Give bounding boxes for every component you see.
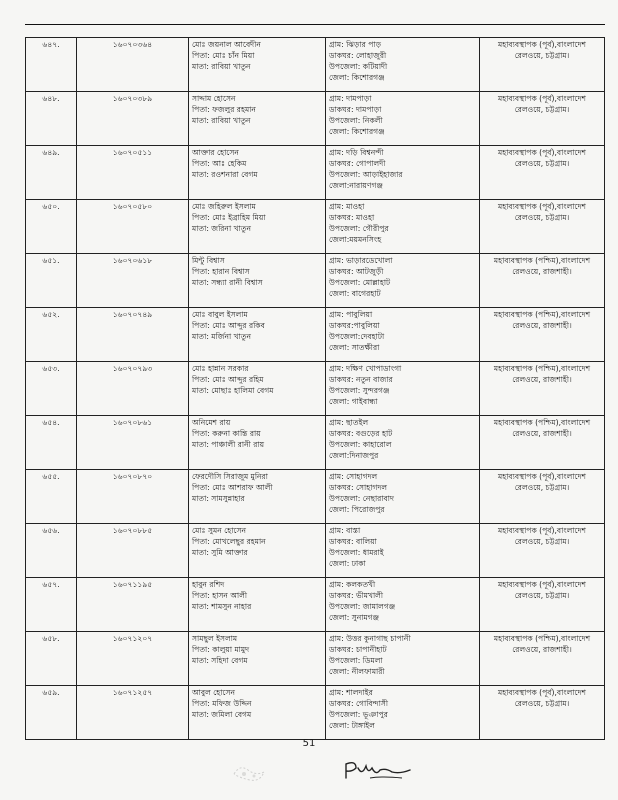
- address-line: ডাকঘর: নতুন বাজার: [329, 375, 393, 384]
- roll-number: ১৬০৭০৬১৮: [112, 256, 153, 265]
- posting-line: রেলওয়ে, রাজশাহী।: [512, 321, 572, 330]
- roll-number: ১৬০৭১২৫৭: [112, 688, 153, 697]
- address-line: উপজেলা: নিকলী: [329, 116, 383, 125]
- serial-cell: [26, 686, 77, 740]
- address-line: ডাকঘর: গোবিন্দাসী: [329, 699, 389, 708]
- address-line: জেলা: কিশোরগঞ্জ: [329, 127, 385, 136]
- posting-cell: [480, 362, 605, 416]
- serial-cell: [26, 200, 77, 254]
- mother-name: মাতা: রাবিয়া খাতুন: [192, 62, 251, 71]
- roll-number: ১৬০৭০৫১১: [112, 148, 153, 157]
- address-line: গ্রাম: বাস্তা: [329, 526, 361, 535]
- serial-number: ৬৫০.: [42, 202, 60, 211]
- address-line: জেলা: বাগেরহাট: [329, 289, 381, 298]
- address-line: জেলা:ময়মনসিংহ: [329, 235, 382, 244]
- father-name: পিতা: মোঃ চাঁন মিয়া: [192, 51, 255, 60]
- serial-number: ৬৫৫.: [42, 472, 60, 481]
- address-cell: [326, 524, 480, 578]
- candidate-name: মিন্টু বিশ্বাস: [192, 256, 225, 265]
- address-line: গ্রাম: সোহাগদল: [329, 472, 378, 481]
- posting-line: রেলওয়ে, রাজশাহী।: [512, 267, 572, 276]
- address-line: গ্রাম: উত্তর কুনাগাছ চাপানী: [329, 634, 411, 643]
- serial-number: ৬৪৮.: [42, 94, 60, 103]
- address-line: ডাকঘর:পাবুলিয়া: [329, 321, 380, 330]
- serial-number: ৬৫২.: [42, 310, 60, 319]
- name-cell: [189, 308, 326, 362]
- candidate-name: মোঃ জহিরুল ইসলাম: [192, 202, 256, 211]
- table-row: [26, 38, 605, 92]
- address-line: জেলা:নারায়ণগঞ্জ: [329, 181, 383, 190]
- table-row: [26, 254, 605, 308]
- posting-line: রেলওয়ে, চট্টগ্রাম।: [514, 591, 570, 600]
- roll-number: ১৬০৭১১৯৫: [112, 580, 153, 589]
- mother-name: মাতা: সুমি আক্তার: [192, 548, 248, 557]
- serial-number: ৬৪৯.: [42, 148, 60, 157]
- address-cell: [326, 92, 480, 146]
- table-row: [26, 416, 605, 470]
- posting-line: মহাব্যবস্থাপক (পূর্ব),বাংলাদেশ: [498, 580, 586, 589]
- address-line: গ্রাম: কলকতখী: [329, 580, 376, 589]
- serial-cell: [26, 38, 77, 92]
- roll-cell: [77, 254, 189, 308]
- mother-name: মাতা: সন্ধ্যা রানী বিশ্বাস: [192, 278, 263, 287]
- mother-name: মাতা: জরিনা খাতুন: [192, 224, 252, 233]
- address-line: উপজেলা: সুন্দরগঞ্জ: [329, 386, 390, 395]
- candidate-table: [25, 37, 605, 740]
- posting-cell: [480, 524, 605, 578]
- mother-name: মাতা: জমিলা বেগম: [192, 710, 252, 719]
- mother-name: মাতা: সহিদা বেগম: [192, 656, 248, 665]
- name-cell: [189, 146, 326, 200]
- serial-cell: [26, 362, 77, 416]
- name-cell: [189, 200, 326, 254]
- page-number: 51: [302, 738, 316, 749]
- roll-number: ১৬০৭০৩৬৪: [112, 40, 153, 49]
- address-line: জেলা: টাঙ্গাইল: [329, 721, 375, 730]
- posting-line: রেলওয়ে, রাজশাহী।: [512, 429, 572, 438]
- table-row: [26, 686, 605, 740]
- serial-number: ৬৫৩.: [42, 364, 60, 373]
- candidate-name: ফেরদৌসি সিরাজুম মুনিরা: [192, 472, 268, 481]
- table-row: [26, 470, 605, 524]
- name-cell: [189, 470, 326, 524]
- candidate-name: সাদ্দাম হোসেন: [192, 94, 236, 103]
- candidate-name: সামছুল ইসলাম: [192, 634, 238, 643]
- mother-name: মাতা: মোছাঃ হালিমা বেগম: [192, 386, 274, 395]
- serial-cell: [26, 146, 77, 200]
- father-name: পিতা: মোঃ আব্দুর রকিব: [192, 321, 265, 330]
- father-name: পিতা: হাসন আলী: [192, 591, 248, 600]
- roll-number: ১৬০৭০৭৯৩: [112, 364, 153, 373]
- name-cell: [189, 632, 326, 686]
- posting-line: রেলওয়ে, চট্টগ্রাম।: [514, 537, 570, 546]
- address-line: ডাকঘর: বগুড়ের হাট: [329, 429, 393, 438]
- posting-line: মহাব্যবস্থাপক (পূর্ব),বাংলাদেশ: [498, 40, 586, 49]
- table-row: [26, 146, 605, 200]
- address-line: উপজেলা: গৌরীপুর: [329, 224, 389, 233]
- posting-cell: [480, 632, 605, 686]
- table-row: [26, 308, 605, 362]
- father-name: পিতা: ফজলুর রহমান: [192, 105, 256, 114]
- roll-cell: [77, 470, 189, 524]
- posting-line: রেলওয়ে, রাজশাহী।: [512, 375, 572, 384]
- address-line: গ্রাম: পাবুলিয়া: [329, 310, 373, 319]
- address-line: ডাকঘর: ভীমখালী: [329, 591, 384, 600]
- candidate-name: মোঃ সুমন হোসেন: [192, 526, 247, 535]
- address-cell: [326, 416, 480, 470]
- mother-name: মাতা: রাবিয়া খাতুন: [192, 116, 251, 125]
- candidate-name: আক্তার হোসেন: [192, 148, 239, 157]
- posting-cell: [480, 416, 605, 470]
- address-line: জেলা: সাতক্ষীরা: [329, 343, 380, 352]
- roll-number: ১৬০৭০৮৬১: [112, 418, 153, 427]
- serial-cell: [26, 524, 77, 578]
- address-line: গ্রাম: মাওহা: [329, 202, 365, 211]
- address-line: উপজেলা: কটিয়াদী: [329, 62, 388, 71]
- father-name: পিতা: আঃ হেকিম: [192, 159, 247, 168]
- address-line: গ্রাম: ঝিড়ার পাড়: [329, 40, 381, 49]
- address-line: উপজেলা: মোল্লাহাট: [329, 278, 391, 287]
- address-line: জেলা: সুনামগঞ্জ: [329, 613, 380, 622]
- address-line: উপজেলা: ভূঞাপুর: [329, 710, 388, 719]
- father-name: পিতা: মোঃ আশরাফ আলী: [192, 483, 273, 492]
- posting-cell: [480, 308, 605, 362]
- posting-line: মহাব্যবস্থাপক (পূর্ব),বাংলাদেশ: [498, 94, 586, 103]
- roll-cell: [77, 200, 189, 254]
- address-cell: [326, 308, 480, 362]
- posting-line: রেলওয়ে, চট্টগ্রাম।: [514, 213, 570, 222]
- address-line: উপজেলা: জামালগঞ্জ: [329, 602, 396, 611]
- candidate-name: মোঃ জয়নাল আবেদীন: [192, 40, 261, 49]
- address-line: ডাকঘর: সোহাগদল: [329, 483, 388, 492]
- posting-line: রেলওয়ে, রাজশাহী।: [512, 645, 572, 654]
- name-cell: [189, 362, 326, 416]
- address-line: উপজেলা: ধামরাই: [329, 548, 384, 557]
- posting-cell: [480, 578, 605, 632]
- name-cell: [189, 524, 326, 578]
- serial-number: ৬৫৬.: [42, 526, 60, 535]
- address-line: জেলা: নীলফামারী: [329, 667, 385, 676]
- name-cell: [189, 92, 326, 146]
- posting-line: রেলওয়ে, চট্টগ্রাম।: [514, 483, 570, 492]
- posting-cell: [480, 200, 605, 254]
- serial-number: ৬৪৭.: [42, 40, 60, 49]
- posting-line: মহাব্যবস্থাপক (পশ্চিম),বাংলাদেশ: [493, 418, 591, 427]
- serial-cell: [26, 254, 77, 308]
- serial-cell: [26, 416, 77, 470]
- address-line: গ্রাম: দামপাড়া: [329, 94, 372, 103]
- address-line: গ্রাম: ছাতইল: [329, 418, 369, 427]
- roll-cell: [77, 92, 189, 146]
- name-cell: [189, 578, 326, 632]
- mother-name: মাতা: সামসুন্নাহার: [192, 494, 245, 503]
- table-row: [26, 578, 605, 632]
- address-cell: [326, 254, 480, 308]
- address-line: উপজেলা: আড়াইহাজার: [329, 170, 403, 179]
- posting-line: মহাব্যবস্থাপক (পশ্চিম),বাংলাদেশ: [493, 310, 591, 319]
- roll-number: ১৬০৭০৫৮০: [112, 202, 153, 211]
- name-cell: [189, 254, 326, 308]
- address-cell: [326, 146, 480, 200]
- address-line: ডাকঘর: লোহাজুরী: [329, 51, 387, 60]
- roll-number: ১৬০৭০৭৪৯: [112, 310, 153, 319]
- posting-line: রেলওয়ে, চট্টগ্রাম।: [514, 699, 570, 708]
- address-line: ডাকঘর: মাওহা: [329, 213, 375, 222]
- serial-number: ৬৫৯.: [42, 688, 60, 697]
- name-cell: [189, 38, 326, 92]
- address-line: গ্রাম: দড়ি বিশ্বনন্দী: [329, 148, 384, 157]
- serial-cell: [26, 92, 77, 146]
- mother-name: মাতা: রওশনারা বেগম: [192, 170, 258, 179]
- roll-cell: [77, 524, 189, 578]
- address-line: উপজেলা: ডিমলা: [329, 656, 383, 665]
- serial-number: ৬৫৮.: [42, 634, 60, 643]
- mother-name: মাতা: শামসুন নাহার: [192, 602, 252, 611]
- posting-line: রেলওয়ে, চট্টগ্রাম।: [514, 159, 570, 168]
- serial-number: ৬৫৭.: [42, 580, 60, 589]
- mother-name: মাতা: মর্জিনা খাতুন: [192, 332, 252, 341]
- posting-cell: [480, 38, 605, 92]
- address-line: জেলা:দিনাজপুর: [329, 451, 379, 460]
- stamp-smudge-image: [230, 760, 270, 788]
- father-name: পিতা: করুনা কান্তি রায়: [192, 429, 261, 438]
- father-name: পিতা: মোখলেছুর রহমান: [192, 537, 266, 546]
- roll-cell: [77, 686, 189, 740]
- address-line: ডাকঘর: আটজুড়ী: [329, 267, 384, 276]
- address-line: উপজেলা:দেবহাটা: [329, 332, 385, 341]
- father-name: পিতা: কালুয়া মামুদ: [192, 645, 250, 654]
- address-line: ডাকঘর: দামপাড়া: [329, 105, 382, 114]
- address-line: ডাকঘর: চাপানীহাট: [329, 645, 387, 654]
- table-row: [26, 200, 605, 254]
- posting-line: রেলওয়ে, চট্টগ্রাম।: [514, 51, 570, 60]
- address-line: ডাকঘর: গোপালদী: [329, 159, 386, 168]
- table-row: [26, 92, 605, 146]
- address-line: জেলা: গাইবান্ধা: [329, 397, 378, 406]
- roll-number: ১৬০৭১২০৭: [112, 634, 153, 643]
- candidate-name: অনিমেশ রায়: [192, 418, 231, 427]
- address-cell: [326, 38, 480, 92]
- candidate-table-body: [26, 38, 605, 740]
- address-line: ডাকঘর: বালিয়া: [329, 537, 377, 546]
- serial-cell: [26, 632, 77, 686]
- address-line: গ্রাম: দক্ষিণ খোপাডাংগা: [329, 364, 402, 373]
- address-cell: [326, 362, 480, 416]
- posting-cell: [480, 254, 605, 308]
- address-line: জেলা: পিরোজপুর: [329, 505, 385, 514]
- posting-cell: [480, 686, 605, 740]
- mother-name: মাতা: পাঞ্চালী রানী রায়: [192, 440, 265, 449]
- posting-line: মহাব্যবস্থাপক (পশ্চিম),বাংলাদেশ: [493, 256, 591, 265]
- address-line: গ্রাম: ভাড়ারডেখোলা: [329, 256, 393, 265]
- roll-number: ১৬০৭০৮৭০: [112, 472, 153, 481]
- address-cell: [326, 200, 480, 254]
- candidate-name: আবুল হোসেন: [192, 688, 236, 697]
- serial-number: ৬৫১.: [42, 256, 60, 265]
- address-line: গ্রাম: শালদাইর: [329, 688, 373, 697]
- posting-line: মহাব্যবস্থাপক (পশ্চিম),বাংলাদেশ: [493, 364, 591, 373]
- serial-cell: [26, 308, 77, 362]
- father-name: পিতা: মফিজ উদ্দিন: [192, 699, 252, 708]
- serial-cell: [26, 470, 77, 524]
- posting-line: মহাব্যবস্থাপক (পূর্ব),বাংলাদেশ: [498, 148, 586, 157]
- roll-cell: [77, 578, 189, 632]
- roll-number: ১৬০৭০৮৮৫: [112, 526, 153, 535]
- signature-image: [342, 756, 414, 786]
- candidate-name: হাবুন রশিদ: [192, 580, 225, 589]
- posting-cell: [480, 470, 605, 524]
- father-name: পিতা: মোঃ ইব্রাহিম মিয়া: [192, 213, 266, 222]
- candidate-name: মোঃ হান্নান সরকার: [192, 364, 249, 373]
- posting-line: মহাব্যবস্থাপক (পশ্চিম),বাংলাদেশ: [493, 634, 591, 643]
- posting-line: মহাব্যবস্থাপক (পূর্ব),বাংলাদেশ: [498, 202, 586, 211]
- father-name: পিতা: হারান বিশ্বাস: [192, 267, 250, 276]
- address-line: জেলা: কিশোরগঞ্জ: [329, 73, 385, 82]
- posting-cell: [480, 146, 605, 200]
- posting-line: মহাব্যবস্থাপক (পূর্ব),বাংলাদেশ: [498, 526, 586, 535]
- name-cell: [189, 416, 326, 470]
- address-cell: [326, 686, 480, 740]
- address-line: উপজেলা: কাহারোল: [329, 440, 392, 449]
- posting-line: মহাব্যবস্থাপক (পূর্ব),বাংলাদেশ: [498, 688, 586, 697]
- top-rule: [25, 24, 605, 25]
- address-cell: [326, 470, 480, 524]
- name-cell: [189, 686, 326, 740]
- address-line: জেলা: ঢাকা: [329, 559, 366, 568]
- address-cell: [326, 632, 480, 686]
- roll-cell: [77, 38, 189, 92]
- roll-cell: [77, 308, 189, 362]
- address-line: উপজেলা: নেছারাবাদ: [329, 494, 394, 503]
- serial-number: ৬৫৪.: [42, 418, 60, 427]
- roll-cell: [77, 146, 189, 200]
- table-row: [26, 524, 605, 578]
- roll-cell: [77, 416, 189, 470]
- posting-line: রেলওয়ে, চট্টগ্রাম।: [514, 105, 570, 114]
- posting-line: মহাব্যবস্থাপক (পূর্ব),বাংলাদেশ: [498, 472, 586, 481]
- table-row: [26, 362, 605, 416]
- roll-number: ১৬০৭০৩৮৯: [112, 94, 153, 103]
- father-name: পিতা: মোঃ আব্দুর রহিম: [192, 375, 264, 384]
- roll-cell: [77, 632, 189, 686]
- address-cell: [326, 578, 480, 632]
- table-row: [26, 632, 605, 686]
- posting-cell: [480, 92, 605, 146]
- roll-cell: [77, 362, 189, 416]
- serial-cell: [26, 578, 77, 632]
- candidate-name: মোঃ বাবুল ইসলাম: [192, 310, 248, 319]
